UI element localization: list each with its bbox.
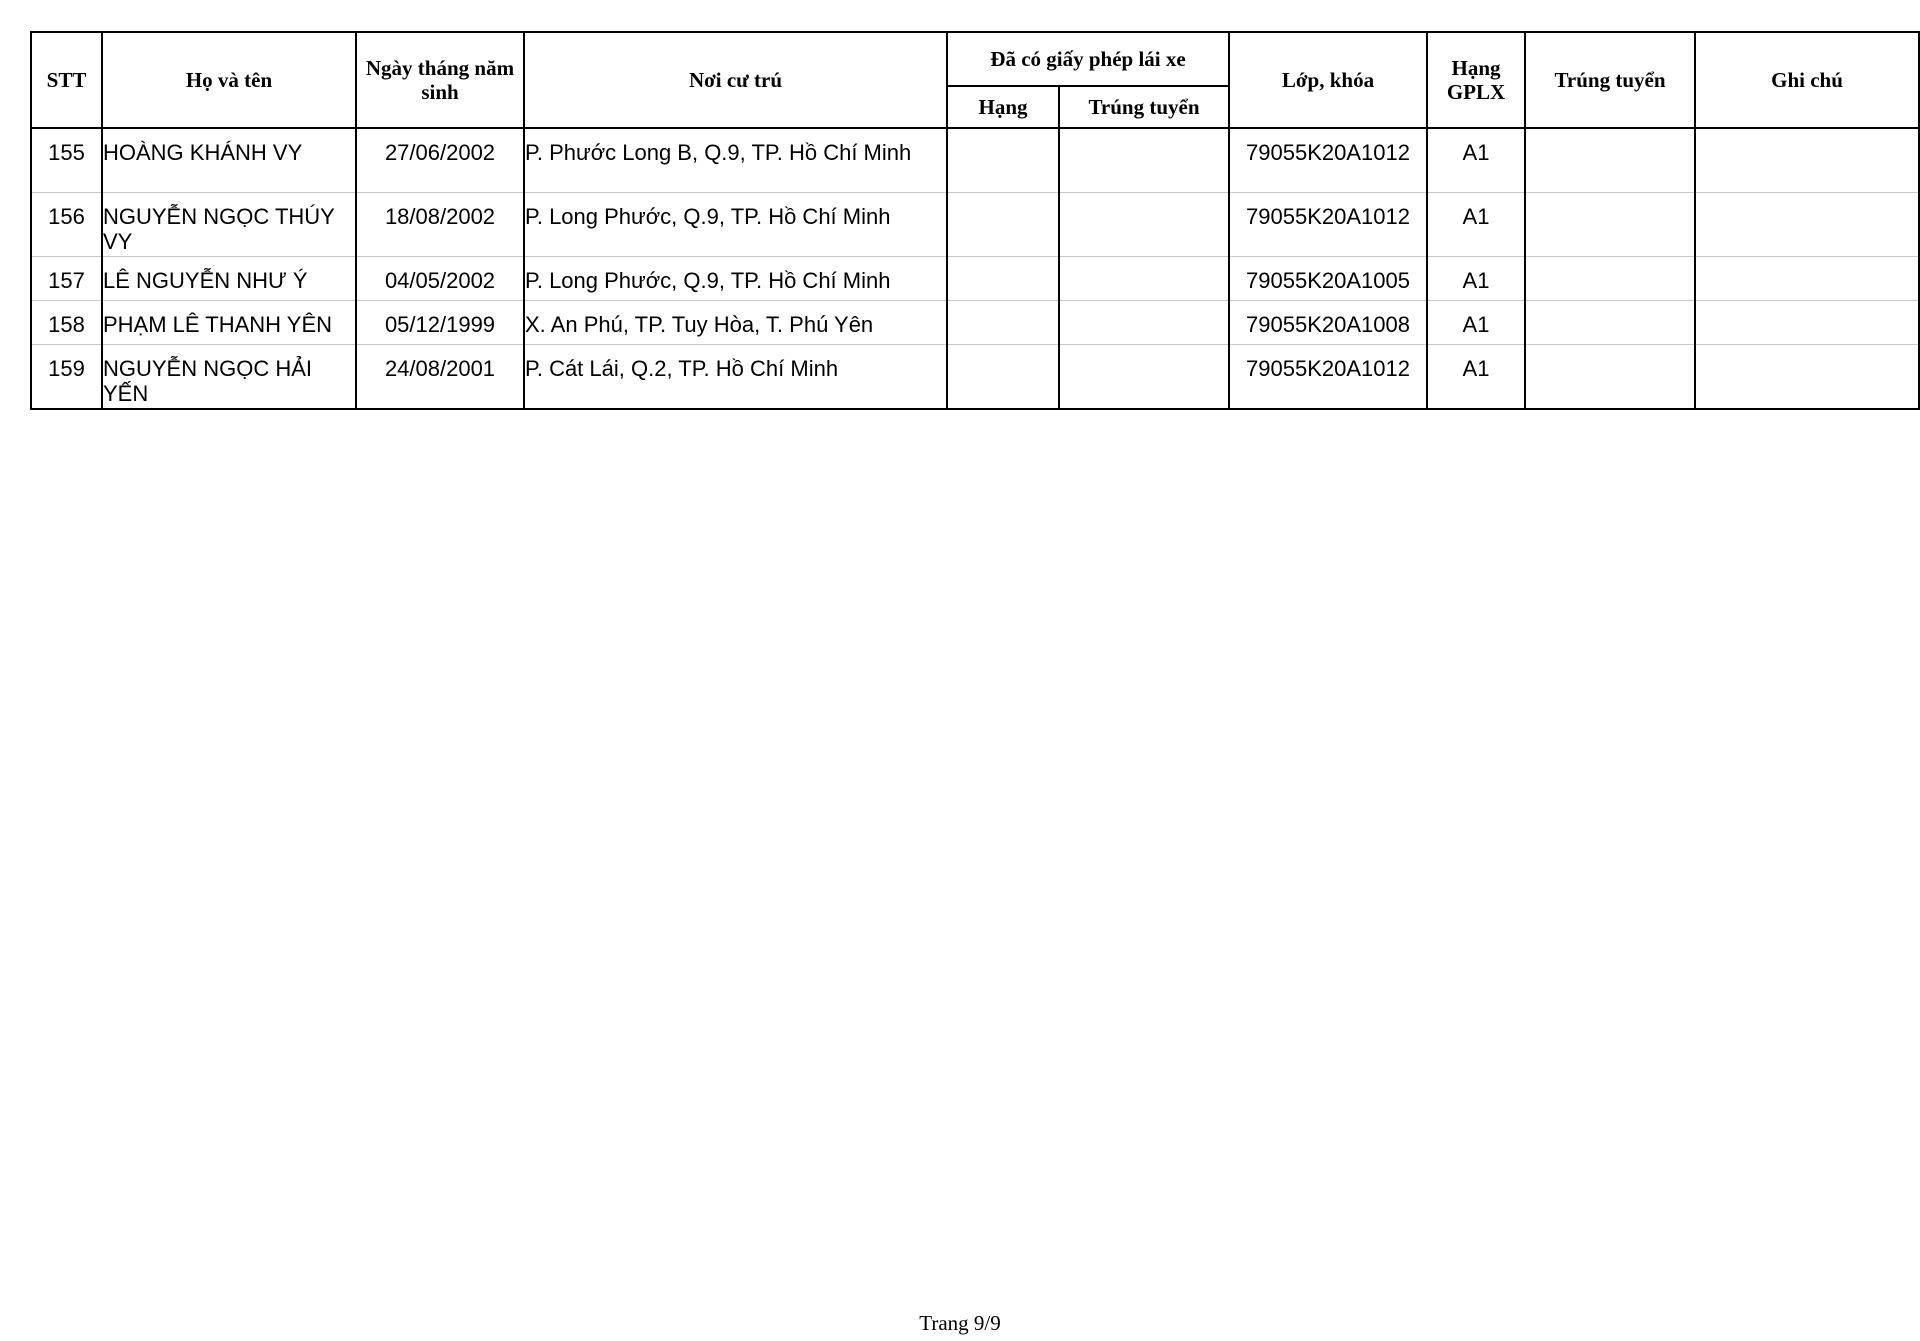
table-row xyxy=(31,345,1919,410)
cell-prev-passed xyxy=(1059,345,1229,410)
cell-dob: 04/05/2002 xyxy=(356,257,524,301)
cell-name: LÊ NGUYỄN NHƯ Ý xyxy=(102,257,356,301)
cell-gplx: A1 xyxy=(1427,257,1525,301)
cell-stt: 156 xyxy=(31,193,102,257)
table-row xyxy=(31,301,1919,345)
header-existing-rank: Hạng xyxy=(947,86,1059,128)
table-row xyxy=(31,193,1919,257)
cell-note xyxy=(1695,301,1919,345)
cell-gplx: A1 xyxy=(1427,193,1525,257)
cell-prev-passed xyxy=(1059,193,1229,257)
cell-prev-passed xyxy=(1059,128,1229,193)
cell-note xyxy=(1695,345,1919,410)
cell-residence: P. Long Phước, Q.9, TP. Hồ Chí Minh xyxy=(524,193,947,257)
cell-note xyxy=(1695,257,1919,301)
header-note: Ghi chú xyxy=(1695,32,1919,128)
cell-passed xyxy=(1525,345,1695,410)
cell-note xyxy=(1695,128,1919,193)
cell-passed xyxy=(1525,301,1695,345)
candidate-table xyxy=(30,31,1920,410)
cell-rank xyxy=(947,301,1059,345)
cell-residence: X. An Phú, TP. Tuy Hòa, T. Phú Yên xyxy=(524,301,947,345)
header-dob: Ngày tháng năm sinh xyxy=(356,32,524,128)
header-full-name: Họ và tên xyxy=(102,32,356,128)
header-stt: STT xyxy=(31,32,102,128)
cell-note xyxy=(1695,193,1919,257)
cell-dob: 27/06/2002 xyxy=(356,128,524,193)
page-number: Trang 9/9 xyxy=(919,1311,1001,1335)
cell-class: 79055K20A1005 xyxy=(1229,257,1427,301)
header-passed: Trúng tuyển xyxy=(1525,32,1695,128)
cell-stt: 155 xyxy=(31,128,102,193)
table-row xyxy=(31,128,1919,193)
cell-gplx: A1 xyxy=(1427,128,1525,193)
cell-dob: 18/08/2002 xyxy=(356,193,524,257)
cell-rank xyxy=(947,257,1059,301)
cell-name: NGUYỄN NGỌC HẢI YẾN xyxy=(102,345,356,410)
table-body xyxy=(31,128,1919,409)
cell-gplx: A1 xyxy=(1427,301,1525,345)
cell-dob: 24/08/2001 xyxy=(356,345,524,410)
cell-prev-passed xyxy=(1059,257,1229,301)
cell-rank xyxy=(947,345,1059,410)
cell-passed xyxy=(1525,257,1695,301)
cell-class: 79055K20A1008 xyxy=(1229,301,1427,345)
cell-rank xyxy=(947,128,1059,193)
cell-rank xyxy=(947,193,1059,257)
cell-stt: 158 xyxy=(31,301,102,345)
cell-residence: P. Phước Long B, Q.9, TP. Hồ Chí Minh xyxy=(524,128,947,193)
cell-name: NGUYỄN NGỌC THÚY VY xyxy=(102,193,356,257)
cell-stt: 159 xyxy=(31,345,102,410)
cell-passed xyxy=(1525,128,1695,193)
cell-prev-passed xyxy=(1059,301,1229,345)
header-residence: Nơi cư trú xyxy=(524,32,947,128)
cell-residence: P. Long Phước, Q.9, TP. Hồ Chí Minh xyxy=(524,257,947,301)
header-existing-passed: Trúng tuyển xyxy=(1059,86,1229,128)
table-header xyxy=(31,32,1919,128)
cell-name: PHẠM LÊ THANH YÊN xyxy=(102,301,356,345)
cell-class: 79055K20A1012 xyxy=(1229,345,1427,410)
cell-residence: P. Cát Lái, Q.2, TP. Hồ Chí Minh xyxy=(524,345,947,410)
cell-dob: 05/12/1999 xyxy=(356,301,524,345)
cell-passed xyxy=(1525,193,1695,257)
header-existing-license: Đã có giấy phép lái xe xyxy=(947,32,1229,86)
cell-name: HOÀNG KHÁNH VY xyxy=(102,128,356,193)
cell-gplx: A1 xyxy=(1427,345,1525,410)
cell-stt: 157 xyxy=(31,257,102,301)
table-row xyxy=(31,257,1919,301)
header-license-rank: Hạng GPLX xyxy=(1427,32,1525,128)
header-class-course: Lớp, khóa xyxy=(1229,32,1427,128)
cell-class: 79055K20A1012 xyxy=(1229,193,1427,257)
cell-class: 79055K20A1012 xyxy=(1229,128,1427,193)
